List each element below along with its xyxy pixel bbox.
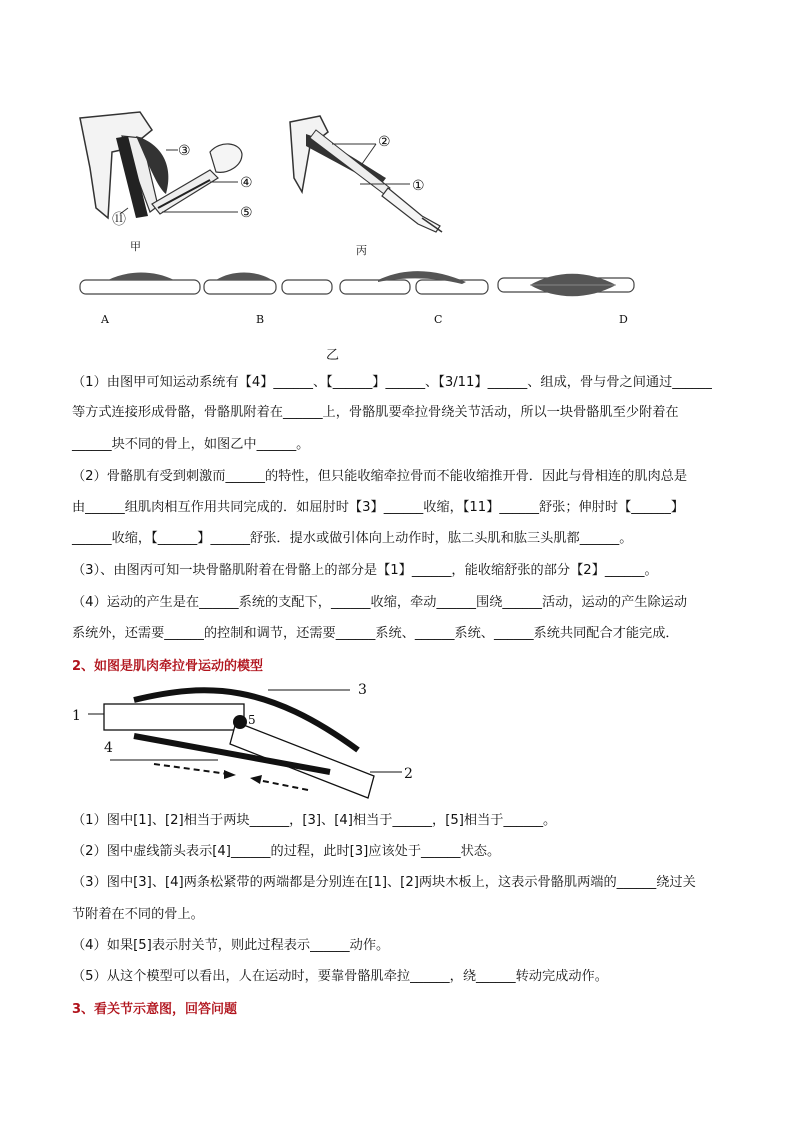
option-d-label: D (619, 313, 628, 326)
label-5: ⑤ (240, 205, 253, 221)
q2-heading: 2、如图是肌肉牵拉骨运动的模型 (72, 659, 264, 674)
q1-line-5: 由______组肌肉相互作用共同完成的．如屈肘时【3】______收缩，【11】______舒张；伸肘时【______】 (72, 500, 685, 515)
model-label-4: 4 (104, 740, 113, 756)
q2-line-6: （5）从这个模型可以看出，人在运动时，要靠骨骼肌牵拉______，绕______转动完成动作。 (72, 969, 608, 984)
q3-heading: 3、看关节示意图，回答问题 (72, 1002, 238, 1017)
label-2: ② (378, 134, 391, 150)
label-4: ④ (240, 175, 253, 191)
q2-line-5: （4）如果[5]表示肘关节，则此过程表示______动作。 (72, 938, 390, 953)
q1-line-2: 等方式连接形成骨骼，骨骼肌附着在______上，骨骼肌要牵拉骨绕关节活动，所以一块骨骼肌至少附着在 (72, 405, 679, 420)
model-label-5: 5 (248, 713, 256, 727)
muscle-attachment-options (78, 268, 638, 304)
option-b-label: B (256, 313, 265, 326)
model-label-2: 2 (404, 766, 413, 782)
model-label-1: 1 (72, 708, 81, 724)
arm-muscle-diagrams (70, 108, 470, 258)
option-a-label: A (101, 313, 109, 326)
option-c-diagram (340, 271, 488, 294)
label-3: ③ (178, 143, 191, 159)
q1-line-3: ______块不同的骨上，如图乙中______。 (72, 437, 310, 452)
label-1: ① (412, 178, 425, 194)
diagram-bing (290, 116, 442, 257)
option-b-diagram (204, 273, 332, 295)
q2-line-1: （1）图中[1]、[2]相当于两块______，[3]、[4]相当于______，[5]相当于______。 (72, 813, 557, 828)
q2-line-4: 节附着在不同的骨上。 (72, 907, 204, 922)
q1-line-7: （3）、由图丙可知一块骨骼肌附着在骨骼上的部分是【1】______，能收缩舒张的部分【2】______。 (72, 563, 658, 578)
option-c-label: C (434, 313, 443, 326)
q1-line-4: （2）骨骼肌有受到刺激而______的特性，但只能收缩牵拉骨而不能收缩推开骨．因此与骨相连的肌肉总是 (72, 469, 688, 484)
label-jia: 甲 (130, 240, 141, 253)
q2-line-2: （2）图中虚线箭头表示[4]______的过程，此时[3]应该处于______状态。 (72, 844, 501, 859)
label-11: ⑪ (112, 212, 126, 228)
diagram-jia (80, 112, 253, 253)
figure-yi-label: 乙 (326, 348, 340, 363)
q1-line-9: 系统外，还需要______的控制和调节，还需要______系统、______系统、______系统共同配合才能完成． (72, 626, 679, 641)
q1-line-6: ______收缩，【______】______舒张．提水或做引体向上动作时，肱二头肌和肱三头肌都______。 (72, 531, 633, 546)
model-label-3: 3 (358, 682, 367, 698)
q2-line-3: （3）图中[3]、[4]两条松紧带的两端都是分别连在[1]、[2]两块木板上，这表示骨骼肌两端的______绕过关 (72, 875, 696, 890)
q1-line-8: （4）运动的产生是在______系统的支配下，______收缩，牵动______围绕______活动，运动的产生除运动 (72, 595, 688, 610)
label-bing: 丙 (356, 244, 367, 257)
option-a-diagram (80, 273, 200, 295)
option-d-diagram (498, 274, 634, 297)
q1-line-1: （1）由图甲可知运动系统有【4】______、【______】______、【3/11】______、组成，骨与骨之间通过______ (72, 375, 712, 390)
muscle-bone-model (68, 678, 428, 808)
